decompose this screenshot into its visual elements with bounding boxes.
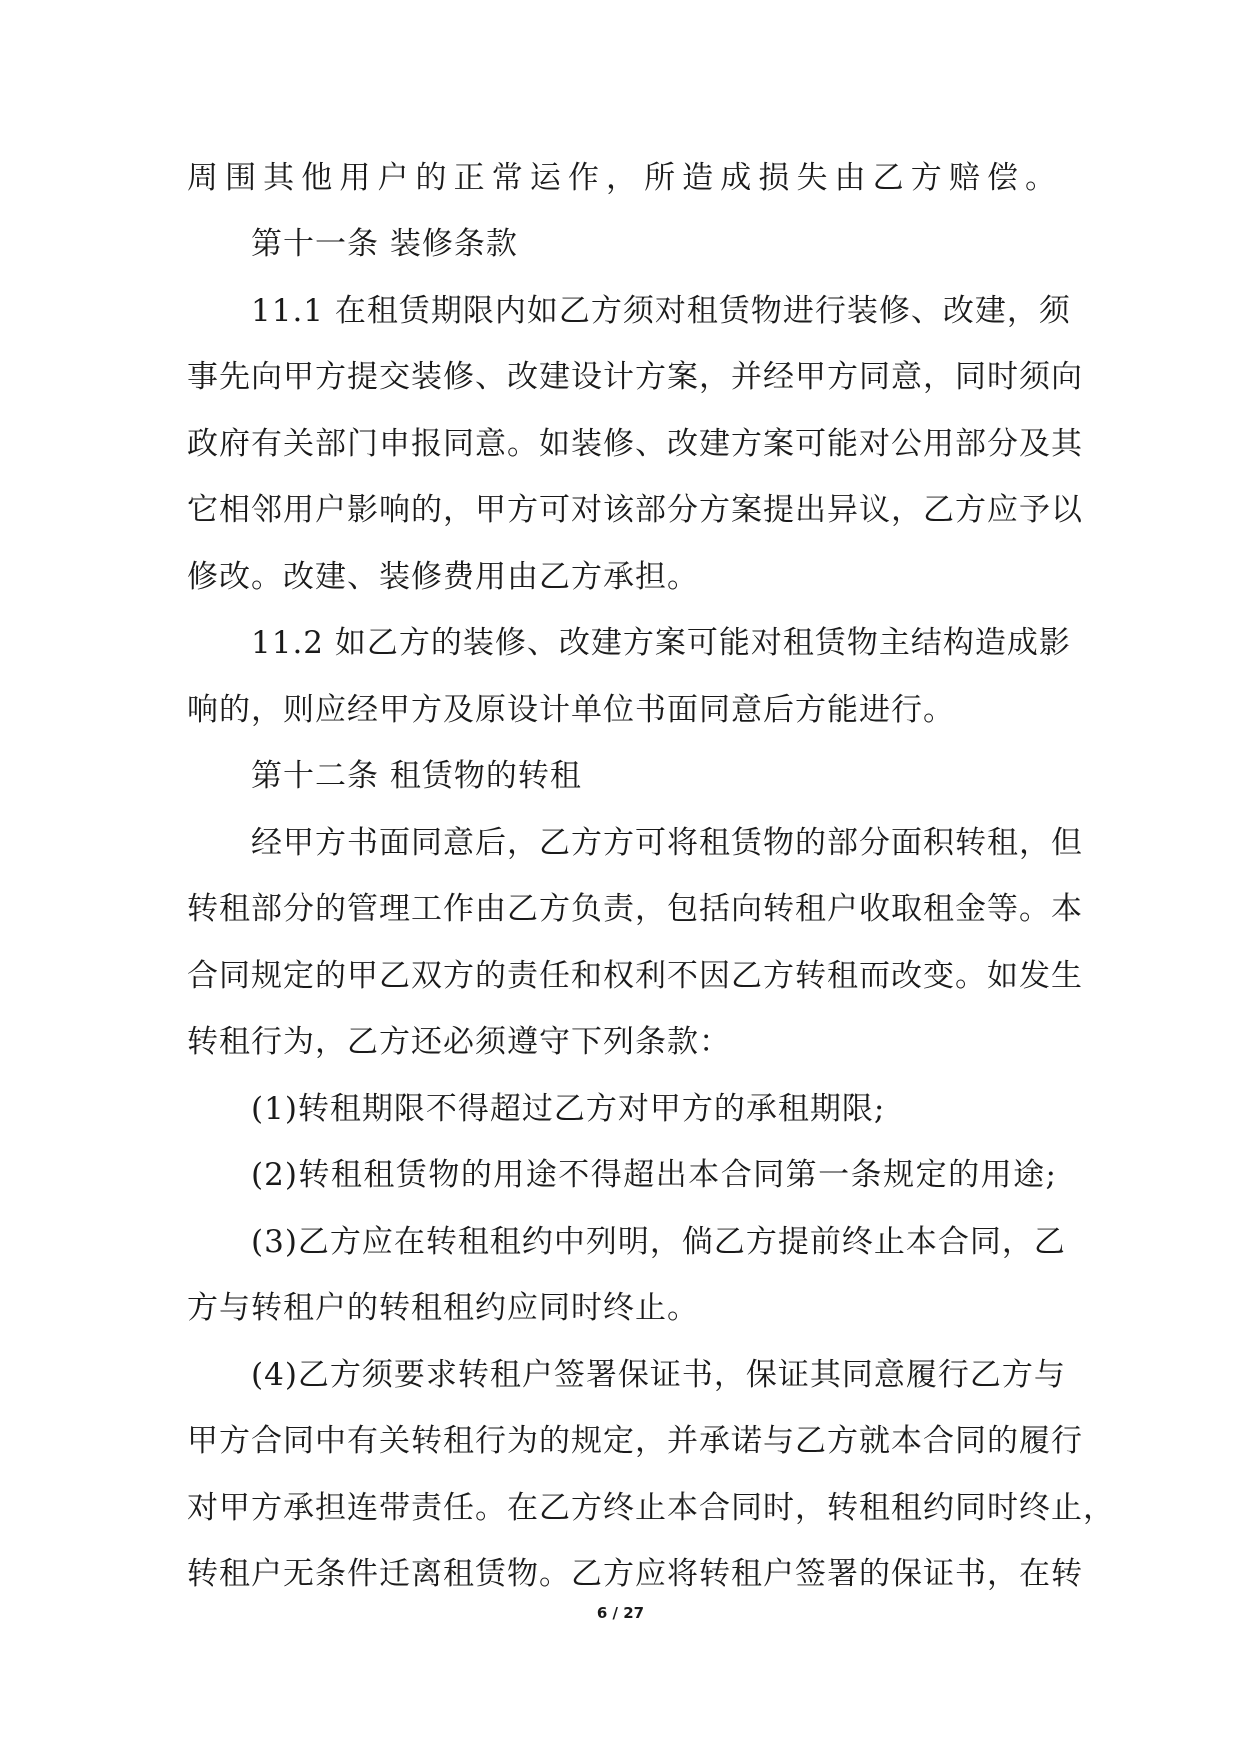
- body-text-line: 转租部分的管理工作由乙方负责，包括向转租户收取租金等。本: [187, 891, 1083, 927]
- article-heading: 第十二条 租赁物的转租: [251, 758, 582, 794]
- body-text-line: 转租行为，乙方还必须遵守下列条款：: [187, 1024, 731, 1060]
- list-item-continuation: 对甲方承担连带责任。在乙方终止本合同时，转租租约同时终止，: [187, 1490, 1115, 1526]
- list-item-continuation: 甲方合同中有关转租行为的规定，并承诺与乙方就本合同的履行: [187, 1423, 1083, 1459]
- list-item: (1)转租期限不得超过乙方对甲方的承租期限;: [251, 1091, 886, 1127]
- clause-text-line: 11.2 如乙方的装修、改建方案可能对租赁物主结构造成影: [251, 625, 1071, 661]
- list-item-continuation: 方与转租户的转租租约应同时终止。: [187, 1290, 699, 1326]
- body-text-line: 周围其他用户的正常运作，所造成损失由乙方赔偿。: [187, 160, 1057, 196]
- clause-text-line: 11.1 在租赁期限内如乙方须对租赁物进行装修、改建，须: [251, 293, 1071, 329]
- list-item: (4)乙方须要求转租户签署保证书，保证其同意履行乙方与: [251, 1357, 1066, 1393]
- clause-text-line: 事先向甲方提交装修、改建设计方案，并经甲方同意，同时须向: [187, 359, 1083, 395]
- body-text-line: 经甲方书面同意后，乙方方可将租赁物的部分面积转租，但: [251, 825, 1083, 861]
- page-number: 6 / 27: [596, 1604, 645, 1622]
- list-item: (3)乙方应在转租租约中列明，倘乙方提前终止本合同，乙: [251, 1224, 1066, 1260]
- list-item-continuation: 转租户无条件迁离租赁物。乙方应将转租户签署的保证书，在转: [187, 1556, 1083, 1592]
- clause-text-line: 修改。改建、装修费用由乙方承担。: [187, 559, 699, 595]
- list-item: (2)转租租赁物的用途不得超出本合同第一条规定的用途;: [251, 1157, 1057, 1193]
- clause-text-line: 政府有关部门申报同意。如装修、改建方案可能对公用部分及其: [187, 426, 1083, 462]
- body-text-line: 合同规定的甲乙双方的责任和权利不因乙方转租而改变。如发生: [187, 958, 1083, 994]
- clause-text-line: 响的，则应经甲方及原设计单位书面同意后方能进行。: [187, 692, 955, 728]
- article-heading: 第十一条 装修条款: [251, 226, 518, 262]
- clause-text-line: 它相邻用户影响的，甲方可对该部分方案提出异议，乙方应予以: [187, 492, 1083, 528]
